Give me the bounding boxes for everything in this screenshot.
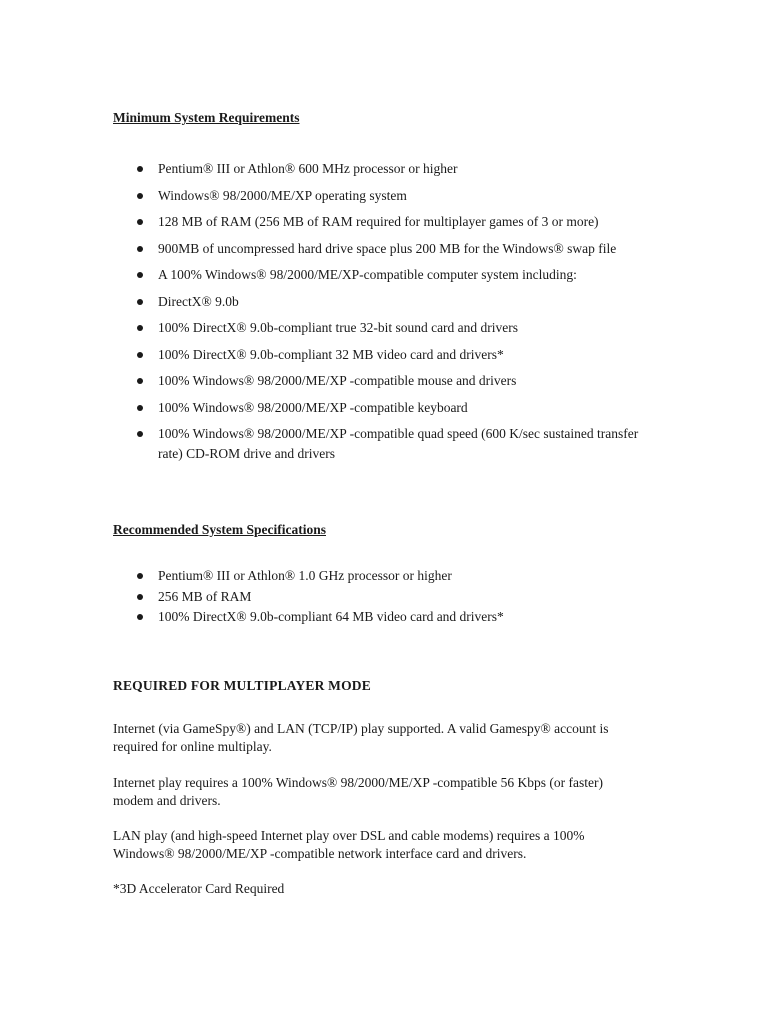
multiplayer-paragraph-online: Internet (via GameSpy®) and LAN (TCP/IP) play supported. A valid Gamespy® account is required for online multiplay.	[113, 721, 609, 754]
bullet-icon	[137, 325, 143, 331]
bullet-icon	[137, 378, 143, 384]
bullet-icon	[137, 573, 143, 579]
bullet-icon	[137, 431, 143, 437]
list-item: Pentium® III or Athlon® 600 MHz processor or higher	[113, 159, 658, 179]
minimum-requirements-heading: Minimum System Requirements	[113, 110, 300, 125]
list-item: 900MB of uncompressed hard drive space plus 200 MB for the Windows® swap file	[113, 239, 658, 259]
bullet-icon	[137, 594, 143, 600]
multiplayer-heading: REQUIRED FOR MULTIPLAYER MODE	[113, 678, 371, 693]
list-item: 256 MB of RAM	[113, 587, 658, 607]
list-item: 100% Windows® 98/2000/ME/XP -compatible quad speed (600 K/sec sustained transfer rate) CD-ROM drive and drivers	[113, 424, 658, 464]
list-item: 100% Windows® 98/2000/ME/XP -compatible keyboard	[113, 398, 658, 418]
list-item: A 100% Windows® 98/2000/ME/XP-compatible computer system including:	[113, 265, 658, 285]
list-item: 100% Windows® 98/2000/ME/XP -compatible mouse and drivers	[113, 371, 658, 391]
recommended-specifications-list	[113, 566, 658, 628]
minimum-requirements-list	[113, 159, 658, 471]
recommended-specifications-heading: Recommended System Specifications	[113, 522, 326, 537]
list-item: DirectX® 9.0b	[113, 292, 658, 312]
bullet-icon	[137, 614, 143, 620]
list-item: Pentium® III or Athlon® 1.0 GHz processor or higher	[113, 566, 658, 586]
list-item: 100% DirectX® 9.0b-compliant 32 MB video card and drivers*	[113, 345, 658, 365]
list-item: Windows® 98/2000/ME/XP operating system	[113, 186, 658, 206]
bullet-icon	[137, 405, 143, 411]
bullet-icon	[137, 166, 143, 172]
multiplayer-paragraph-lan: LAN play (and high-speed Internet play over DSL and cable modems) requires a 100% Windows® 98/2000/ME/XP -compatible network interface card and drivers.	[113, 828, 585, 861]
list-item: 100% DirectX® 9.0b-compliant true 32-bit sound card and drivers	[113, 318, 658, 338]
footnote-accelerator: *3D Accelerator Card Required	[113, 881, 285, 896]
multiplayer-paragraph-modem: Internet play requires a 100% Windows® 98/2000/ME/XP -compatible 56 Kbps (or faster) modem and drivers.	[113, 775, 603, 808]
bullet-icon	[137, 272, 143, 278]
bullet-icon	[137, 299, 143, 305]
bullet-icon	[137, 352, 143, 358]
list-item: 128 MB of RAM (256 MB of RAM required for multiplayer games of 3 or more)	[113, 212, 658, 232]
bullet-icon	[137, 219, 143, 225]
bullet-icon	[137, 193, 143, 199]
list-item: 100% DirectX® 9.0b-compliant 64 MB video card and drivers*	[113, 607, 658, 627]
bullet-icon	[137, 246, 143, 252]
